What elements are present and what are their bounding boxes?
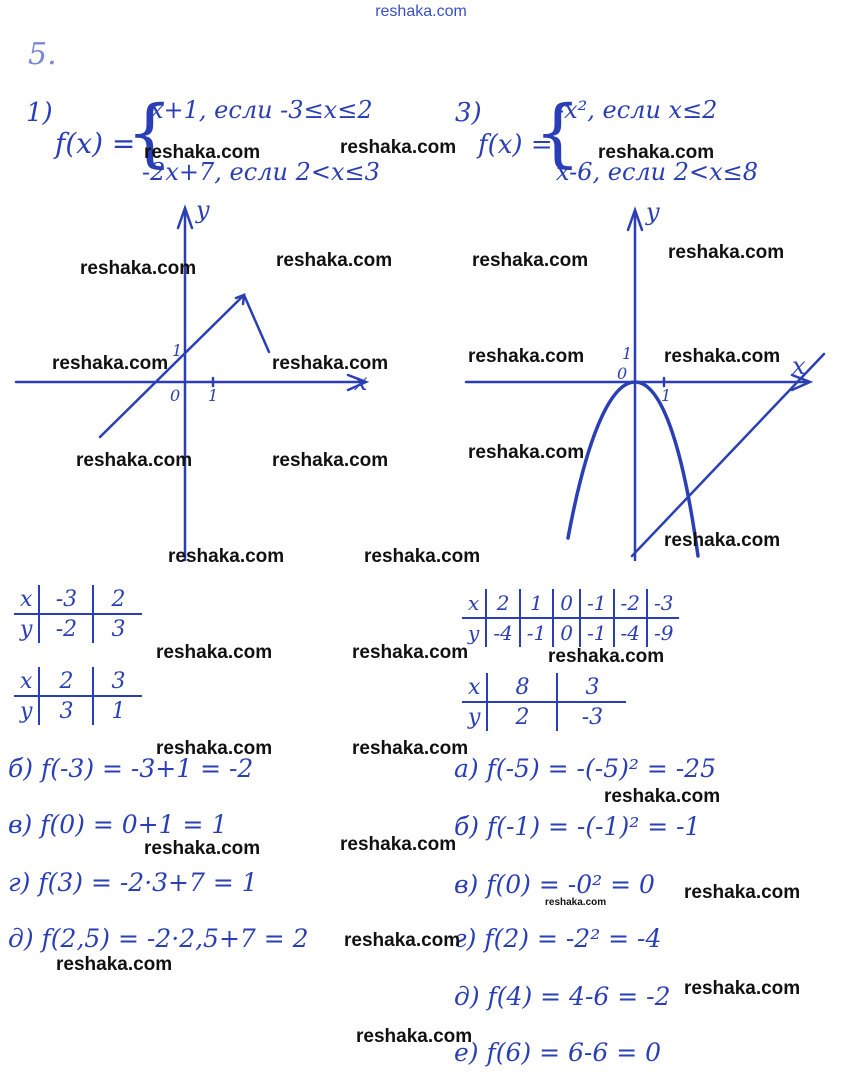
table-cell: y xyxy=(14,696,39,725)
graph1-y-label: y xyxy=(196,196,210,224)
watermark: reshaka.com xyxy=(168,546,285,567)
part3-answer-e: е) f(6) = 6-6 = 0 xyxy=(454,1038,662,1067)
table-cell: 0 xyxy=(553,589,580,618)
graph1-tick-y-label: 1 xyxy=(172,341,183,360)
part3-func: f(x) = xyxy=(478,130,553,160)
watermark: reshaka.com xyxy=(468,442,585,463)
table-cell: -4 xyxy=(486,618,519,647)
table-cell: -4 xyxy=(614,618,647,647)
watermark: reshaka.com xyxy=(340,834,457,855)
graph3-line xyxy=(632,354,824,556)
table-cell: y xyxy=(462,702,487,731)
watermark: reshaka.com xyxy=(548,646,665,667)
part3-answer-a: а) f(-5) = -(-5)² = -25 xyxy=(454,754,716,783)
watermark: reshaka.com xyxy=(52,353,169,374)
table-cell: -1 xyxy=(520,618,553,647)
table-cell: 1 xyxy=(520,589,553,618)
watermark: reshaka.com xyxy=(276,250,393,271)
table-cell: x xyxy=(14,667,39,696)
watermark: reshaka.com xyxy=(56,954,173,975)
watermark: reshaka.com xyxy=(144,142,261,163)
part3-answer-v: в) f(0) = -0² = 0 xyxy=(454,870,655,899)
table-cell: 8 xyxy=(487,673,557,702)
graph3-y-label: y xyxy=(646,198,660,226)
part3-brace: { xyxy=(534,90,582,176)
part1-label: 1) xyxy=(26,98,53,128)
table-cell: 2 xyxy=(39,667,93,696)
site-link[interactable]: reshaka.com xyxy=(375,3,467,20)
table-cell: 2 xyxy=(486,589,519,618)
part3-case2: x-6, если 2<x≤8 xyxy=(556,158,759,186)
part1-answer-b: б) f(-3) = -3+1 = -2 xyxy=(8,754,254,783)
table-cell: -2 xyxy=(39,614,93,643)
table-cell: 2 xyxy=(487,702,557,731)
watermark: reshaka.com xyxy=(156,642,273,663)
table-cell: y xyxy=(14,614,39,643)
part1-brace: { xyxy=(126,90,174,176)
table-cell: x xyxy=(462,589,486,618)
watermark: reshaka.com xyxy=(668,242,785,263)
part3-case1: -x², если x≤2 xyxy=(556,96,718,124)
part3-answer-g: г) f(2) = -2² = -4 xyxy=(454,924,662,953)
part1-case2: -2x+7, если 2<x≤3 xyxy=(142,158,380,186)
graph1-tick-x-label: 1 xyxy=(208,386,219,405)
watermark: reshaka.com xyxy=(364,546,481,567)
graph1-x-label: x xyxy=(354,368,368,396)
table-cell: 3 xyxy=(93,667,142,696)
table-cell: -3 xyxy=(581,704,604,730)
table-cell: x xyxy=(14,585,39,614)
table-cell: 2 xyxy=(93,585,142,614)
watermark: reshaka.com xyxy=(156,738,273,759)
watermark: reshaka.com xyxy=(352,738,469,759)
part3-answer-b: б) f(-1) = -(-1)² = -1 xyxy=(454,812,701,841)
watermark: reshaka.com xyxy=(664,530,781,551)
part3-table1 xyxy=(462,589,679,647)
table-cell: y xyxy=(462,618,486,647)
watermark: reshaka.com xyxy=(340,137,457,158)
watermark: reshaka.com xyxy=(468,346,585,367)
graph3-tick-y-label: 1 xyxy=(622,344,633,363)
problem-number: 5. xyxy=(28,37,57,72)
watermark-small: reshaka.com xyxy=(545,897,607,908)
table-cell: -3 xyxy=(39,585,93,614)
table-cell: -3 xyxy=(647,589,679,618)
part1-answer-g: г) f(3) = -2·3+7 = 1 xyxy=(8,868,258,897)
watermark: reshaka.com xyxy=(272,450,389,471)
watermark: reshaka.com xyxy=(472,250,589,271)
graph3-origin: 0 xyxy=(617,364,628,383)
table-cell: 3 xyxy=(111,616,126,642)
table-cell: 1 xyxy=(111,698,126,724)
table-cell: -1 xyxy=(580,589,613,618)
watermark: reshaka.com xyxy=(76,450,193,471)
part3-table2 xyxy=(462,673,626,731)
watermark: reshaka.com xyxy=(272,353,389,374)
part1-answer-v: в) f(0) = 0+1 = 1 xyxy=(8,810,228,839)
watermark: reshaka.com xyxy=(352,642,469,663)
table-cell: 3 xyxy=(557,673,626,702)
graph1-origin: 0 xyxy=(170,386,181,405)
watermark: reshaka.com xyxy=(664,346,781,367)
table-cell: x xyxy=(462,673,487,702)
watermark: reshaka.com xyxy=(356,1026,473,1047)
part3-answer-d: д) f(4) = 4-6 = -2 xyxy=(454,982,671,1011)
table-cell: -2 xyxy=(614,589,647,618)
graph3-x-label: x xyxy=(792,352,806,380)
part1-answer-d: д) f(2,5) = -2·2,5+7 = 2 xyxy=(8,924,309,953)
part1-case1: x+1, если -3≤x≤2 xyxy=(150,96,373,124)
watermark: reshaka.com xyxy=(684,882,801,903)
part1-func: f(x) = xyxy=(55,127,136,160)
table-cell: -9 xyxy=(653,621,674,645)
part3-label: 3) xyxy=(455,98,482,128)
watermark: reshaka.com xyxy=(604,786,721,807)
watermark: reshaka.com xyxy=(144,838,261,859)
graph3-tick-x-label: 1 xyxy=(661,386,672,405)
watermark: reshaka.com xyxy=(344,930,461,951)
watermark: reshaka.com xyxy=(598,142,715,163)
watermark: reshaka.com xyxy=(684,978,801,999)
table-cell: 3 xyxy=(39,696,93,725)
watermark: reshaka.com xyxy=(80,258,197,279)
table-cell: 0 xyxy=(553,618,580,647)
table-cell: -1 xyxy=(580,618,613,647)
